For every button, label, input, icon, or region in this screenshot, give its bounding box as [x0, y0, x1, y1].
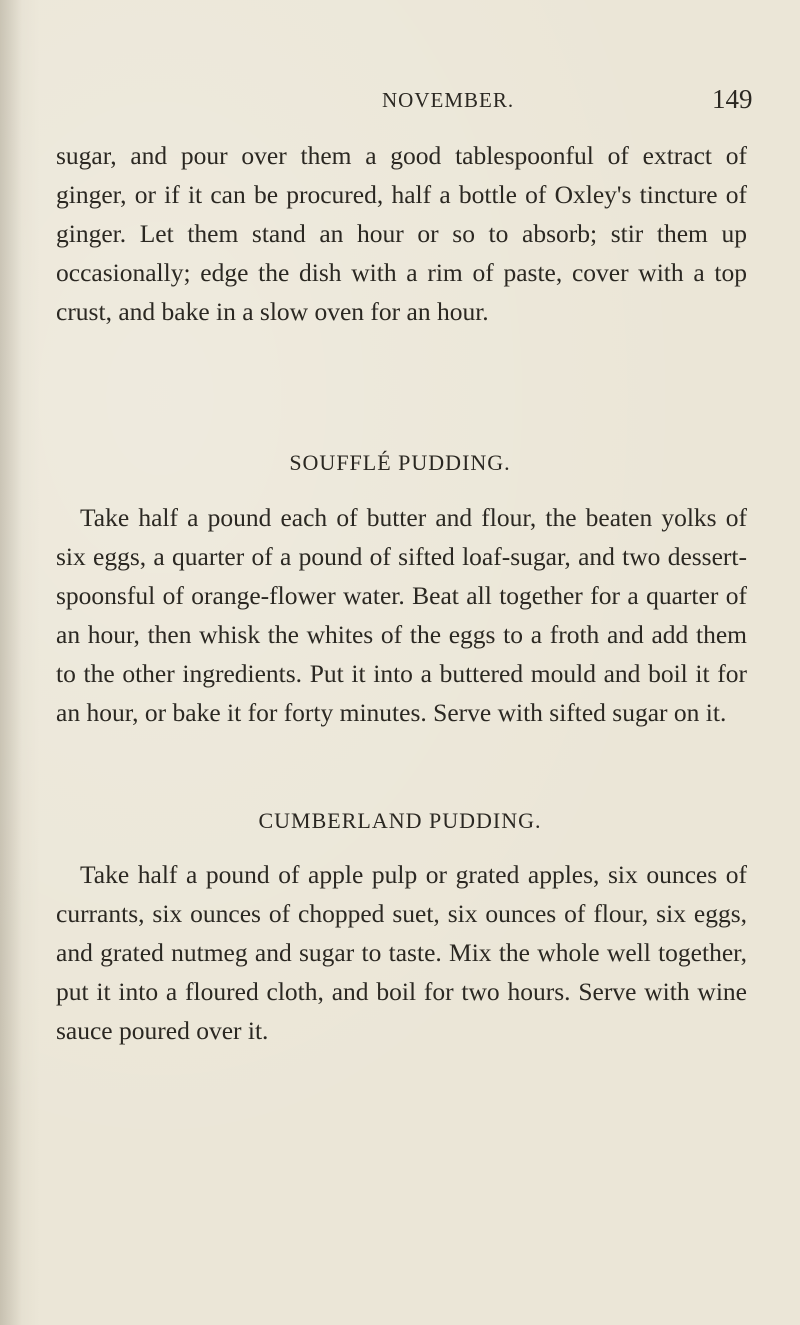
section-text-cumberland: Take half a pound of apple pulp or grated apples, six ounces of currants, six ounces of chopped suet, six ounces of flour, six eggs, and grated nutmeg and sugar to taste. Mix the whole well together, put it into a floured cloth, and boil for two hours. Serve with wine sauce poured over it. [56, 860, 747, 1045]
running-head [0, 84, 800, 116]
page-edge-shadow [0, 0, 22, 1325]
running-title: NOVEMBER. [382, 88, 515, 112]
page-number: 149 [712, 84, 753, 114]
continuation-paragraph: sugar, and pour over them a good tablespoonful of extract of ginger, or if it can be procured, half a bottle of Oxley's tincture of ginger. Let them stand an hour or so to absorb; stir them up occasionally; edge the dish with a rim of paste, cover with a top crust, and bake in a slow oven for an hour. [56, 141, 747, 326]
section-heading-souffle: SOUFFLÉ PUDDING. [289, 450, 511, 475]
section-heading-cumberland: CUMBERLAND PUDDING. [258, 808, 542, 833]
section-text-souffle: Take half a pound each of butter and flour, the beaten yolks of six eggs, a quarter of a pound of sifted loaf-sugar, and two dessert-spoonsful of orange-flower water. Beat all together for a quarter of an hour, then whisk the whites of the eggs to a froth and add them to the other ingredients. Put it into a buttered mould and boil it for an hour, or bake it for forty minutes. Serve with sifted sugar on it. [56, 503, 747, 727]
